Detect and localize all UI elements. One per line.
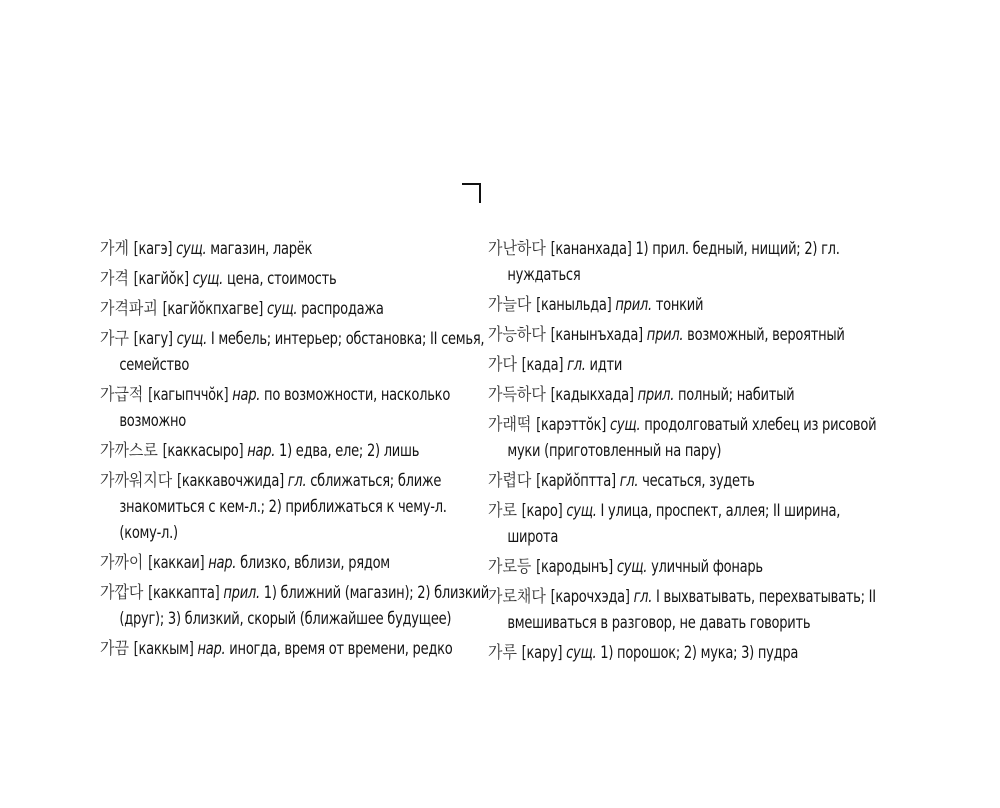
transcription: [каро]	[521, 501, 567, 520]
headword: 가렵다	[488, 471, 537, 491]
part-of-speech: нар.	[208, 553, 237, 572]
headword: 가까워지다	[100, 471, 178, 491]
transcription: [кананхада]	[550, 239, 636, 258]
headword: 가래떡	[488, 415, 537, 435]
headword: 가로등	[488, 557, 537, 577]
transcription: [кадыкхада]	[550, 385, 638, 404]
transcription: [карочхэда]	[550, 587, 634, 606]
part-of-speech: прил.	[637, 385, 675, 404]
headword: 가격	[100, 269, 134, 289]
definition: по возможности, насколько возможно	[119, 385, 451, 430]
definition: 1) ближний (магазин); 2) близкий (друг); 3) близкий, скорый (ближайшее будущее)	[119, 583, 489, 628]
definition: тонкий	[651, 295, 704, 314]
headword: 가깝다	[100, 583, 149, 603]
part-of-speech: сущ.	[566, 643, 597, 662]
headword: 가까스로	[100, 441, 163, 461]
part-of-speech: сущ.	[192, 269, 224, 288]
headword: 가다	[488, 355, 522, 375]
part-of-speech: сущ.	[176, 329, 207, 348]
transcription: [кагйŏкпхагве]	[162, 299, 267, 318]
part-of-speech: нар.	[247, 441, 276, 460]
dictionary-entry	[488, 352, 877, 378]
dictionary-entry	[100, 550, 489, 576]
part-of-speech: сущ.	[610, 415, 641, 434]
headword: 가난하다	[488, 239, 551, 259]
headword: 가까이	[100, 553, 149, 573]
definition: цена, стоимость	[223, 269, 337, 288]
part-of-speech: гл.	[567, 355, 586, 374]
headword: 가로채다	[488, 587, 551, 607]
definition: I мебель; интерьер; обстановка; II семья, семейство	[119, 329, 485, 374]
dictionary-entry	[488, 322, 877, 348]
left-column	[100, 236, 489, 666]
definition: распродажа	[297, 299, 384, 318]
headword: 가늘다	[488, 295, 537, 315]
transcription: [карйŏптта]	[536, 471, 620, 490]
dictionary-entry	[100, 236, 489, 262]
definition: I улица, проспект, аллея; II ширина, широта	[507, 501, 841, 546]
definition: 1) едва, еле; 2) лишь	[275, 441, 420, 460]
definition: 1) порошок; 2) мука; 3) пудра	[596, 643, 799, 662]
part-of-speech: нар.	[197, 639, 226, 658]
transcription: [кагу]	[133, 329, 177, 348]
transcription: [канынъхада]	[550, 325, 647, 344]
headword: 가능하다	[488, 325, 551, 345]
headword: 가급적	[100, 385, 149, 405]
dictionary-entry	[488, 554, 877, 580]
definition: уличный фонарь	[647, 557, 763, 576]
dictionary-entry	[100, 468, 489, 546]
part-of-speech: сущ.	[616, 557, 648, 576]
dictionary-entry	[488, 292, 877, 318]
part-of-speech: нар.	[232, 385, 261, 404]
transcription: [каккасыро]	[162, 441, 248, 460]
headword: 가격파괴	[100, 299, 163, 319]
headword: 가끔	[100, 639, 134, 659]
transcription: [каныльда]	[536, 295, 616, 314]
definition: магазин, ларёк	[206, 239, 313, 258]
dictionary-entry	[488, 640, 877, 666]
dictionary-entry	[488, 468, 877, 494]
definition: близко, вблизи, рядом	[236, 553, 390, 572]
part-of-speech: сущ.	[176, 239, 207, 258]
definition: чесаться, зудеть	[638, 471, 755, 490]
definition: полный; набитый	[674, 385, 795, 404]
dictionary-entry	[100, 438, 489, 464]
part-of-speech: гл.	[633, 587, 653, 606]
dictionary-entry	[100, 296, 489, 322]
section-letter-giyeok	[457, 172, 487, 204]
dictionary-entry	[488, 412, 877, 464]
right-column	[488, 236, 877, 670]
transcription: [кагйŏк]	[133, 269, 193, 288]
definition: идти	[585, 355, 623, 374]
definition: возможный, вероятный	[683, 325, 845, 344]
transcription: [каккаи]	[148, 553, 209, 572]
definition: продолговатый хлебец из рисовой муки (приготовленный на пару)	[507, 415, 877, 460]
part-of-speech: прил.	[615, 295, 652, 314]
transcription: [каккым]	[133, 639, 198, 658]
definition: иногда, время от времени, редко	[225, 639, 453, 658]
part-of-speech: гл.	[619, 471, 639, 490]
transcription: [кагыпччŏк]	[148, 385, 233, 404]
headword: 가게	[100, 239, 134, 259]
definition: 1) прил. бедный, нищий; 2) гл. нуждаться	[507, 239, 840, 284]
headword: 가로	[488, 501, 522, 521]
dictionary-entry	[100, 580, 489, 632]
part-of-speech: прил.	[646, 325, 684, 344]
transcription: [каккапта]	[148, 583, 224, 602]
part-of-speech: сущ.	[566, 501, 597, 520]
dictionary-entry	[488, 236, 877, 288]
dictionary-entry	[100, 266, 489, 292]
part-of-speech: прил.	[223, 583, 260, 602]
transcription: [кагэ]	[133, 239, 177, 258]
transcription: [када]	[521, 355, 568, 374]
definition: сближаться; ближе знакомиться с кем-л.; 2) приближаться к чему-л. (кому-л.)	[119, 471, 447, 542]
dictionary-entry	[488, 498, 877, 550]
transcription: [карэттŏк]	[536, 415, 611, 434]
transcription: [кару]	[521, 643, 567, 662]
dictionary-entry	[488, 584, 877, 636]
definition: I выхватывать, перехватывать; II вмешиваться в разговор, не давать говорить	[507, 587, 876, 632]
headword: 가구	[100, 329, 134, 349]
headword: 가득하다	[488, 385, 551, 405]
transcription: [кародынъ]	[536, 557, 617, 576]
dictionary-entry	[100, 382, 489, 434]
headword: 가루	[488, 643, 522, 663]
dictionary-entry	[100, 636, 489, 662]
part-of-speech: гл.	[287, 471, 307, 490]
dictionary-entry	[100, 326, 489, 378]
dictionary-entry	[488, 382, 877, 408]
part-of-speech: сущ.	[266, 299, 298, 318]
transcription: [каккавочжида]	[177, 471, 288, 490]
